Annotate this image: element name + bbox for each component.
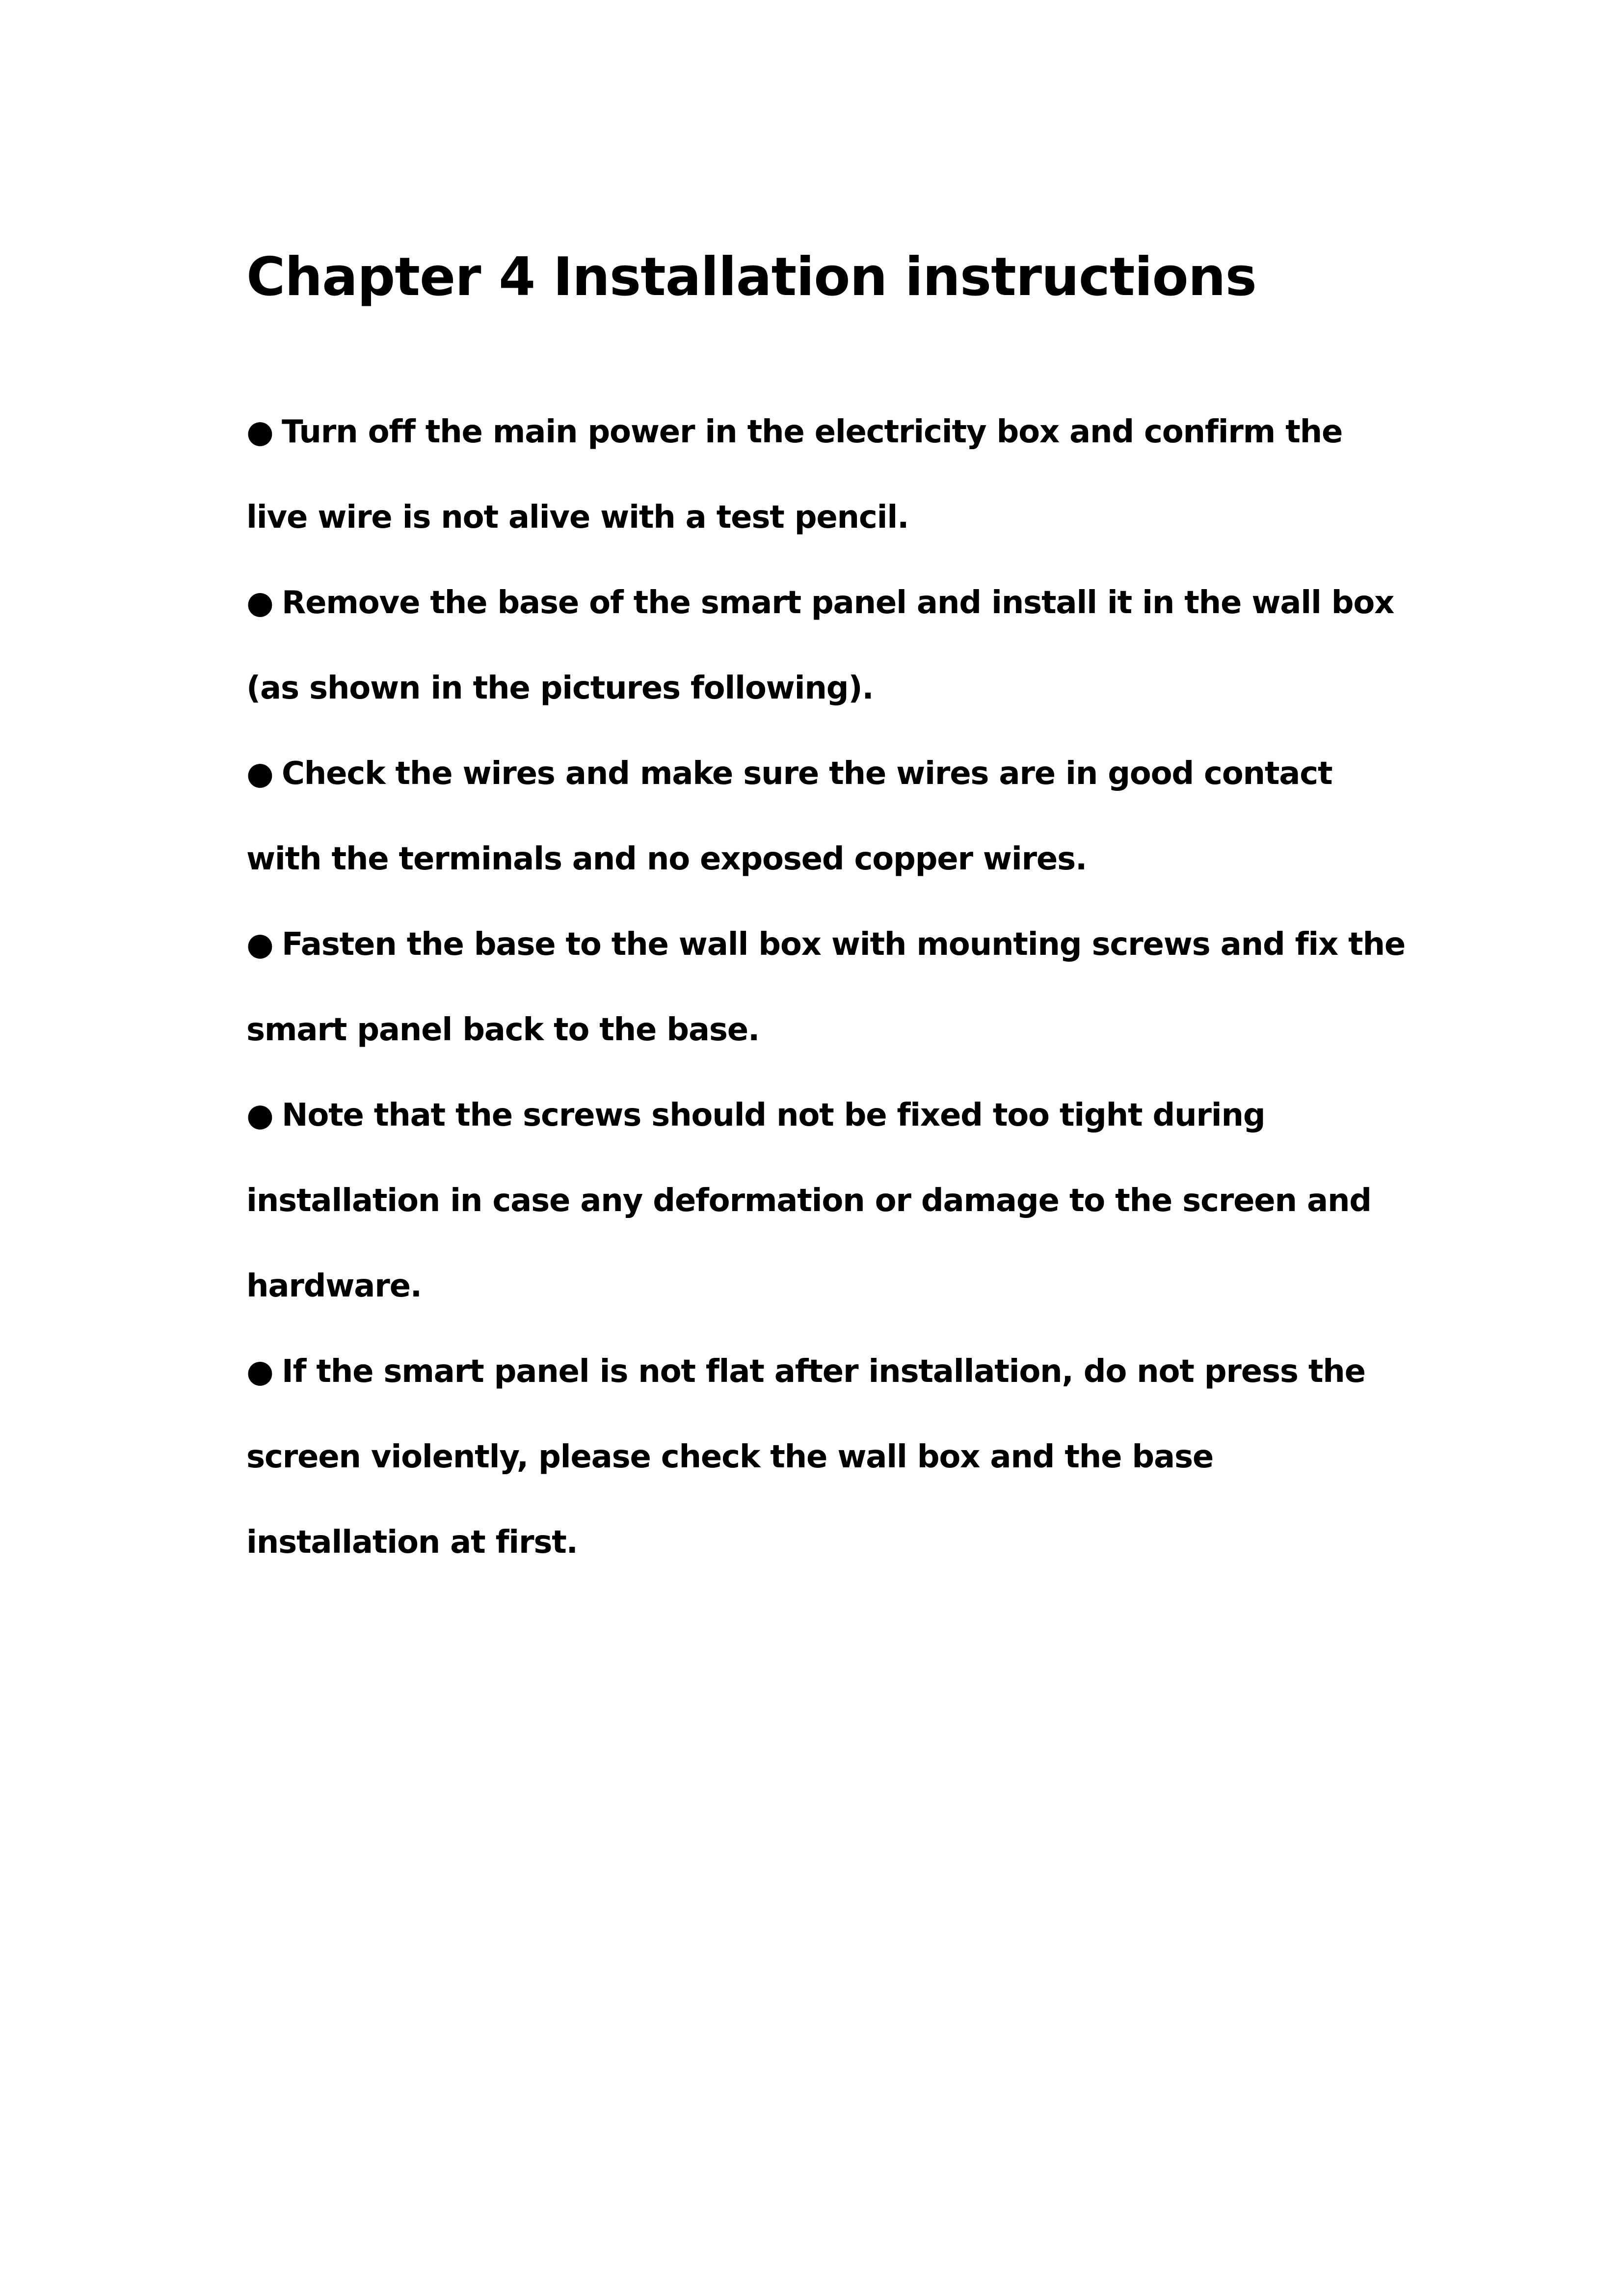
bullet-icon: ● [246,1097,273,1134]
instruction-text: Remove the base of the smart panel and install it in the wall box (as shown in the pictures following). [246,585,1394,706]
instruction-item [246,560,1410,731]
page-content [246,241,1410,1585]
instruction-item [246,902,1410,1073]
instruction-item [246,1329,1410,1585]
bullet-icon: ● [246,756,273,792]
instruction-text: Fasten the base to the wall box with mounting screws and fix the smart panel back to the base. [246,926,1406,1048]
instruction-item [246,731,1410,902]
instruction-item [246,389,1410,560]
instruction-text: Note that the screws should not be fixed too tight during installation in case any deformation or damage to the screen and hardware. [246,1097,1371,1304]
bullet-icon: ● [246,926,273,963]
installation-instructions-list [246,389,1410,1585]
instruction-text: Check the wires and make sure the wires are in good contact with the terminals and no exposed copper wires. [246,756,1332,877]
bullet-icon: ● [246,585,273,621]
instruction-text: If the smart panel is not flat after installation, do not press the screen violently, please check the wall box and the base installation at first. [246,1353,1365,1561]
bullet-icon: ● [246,414,273,450]
instruction-text: Turn off the main power in the electricity box and confirm the live wire is not alive with a test pencil. [246,414,1343,536]
instruction-item [246,1073,1410,1329]
bullet-icon: ● [246,1353,273,1390]
chapter-title: Chapter 4 Installation instructions [246,246,1256,308]
